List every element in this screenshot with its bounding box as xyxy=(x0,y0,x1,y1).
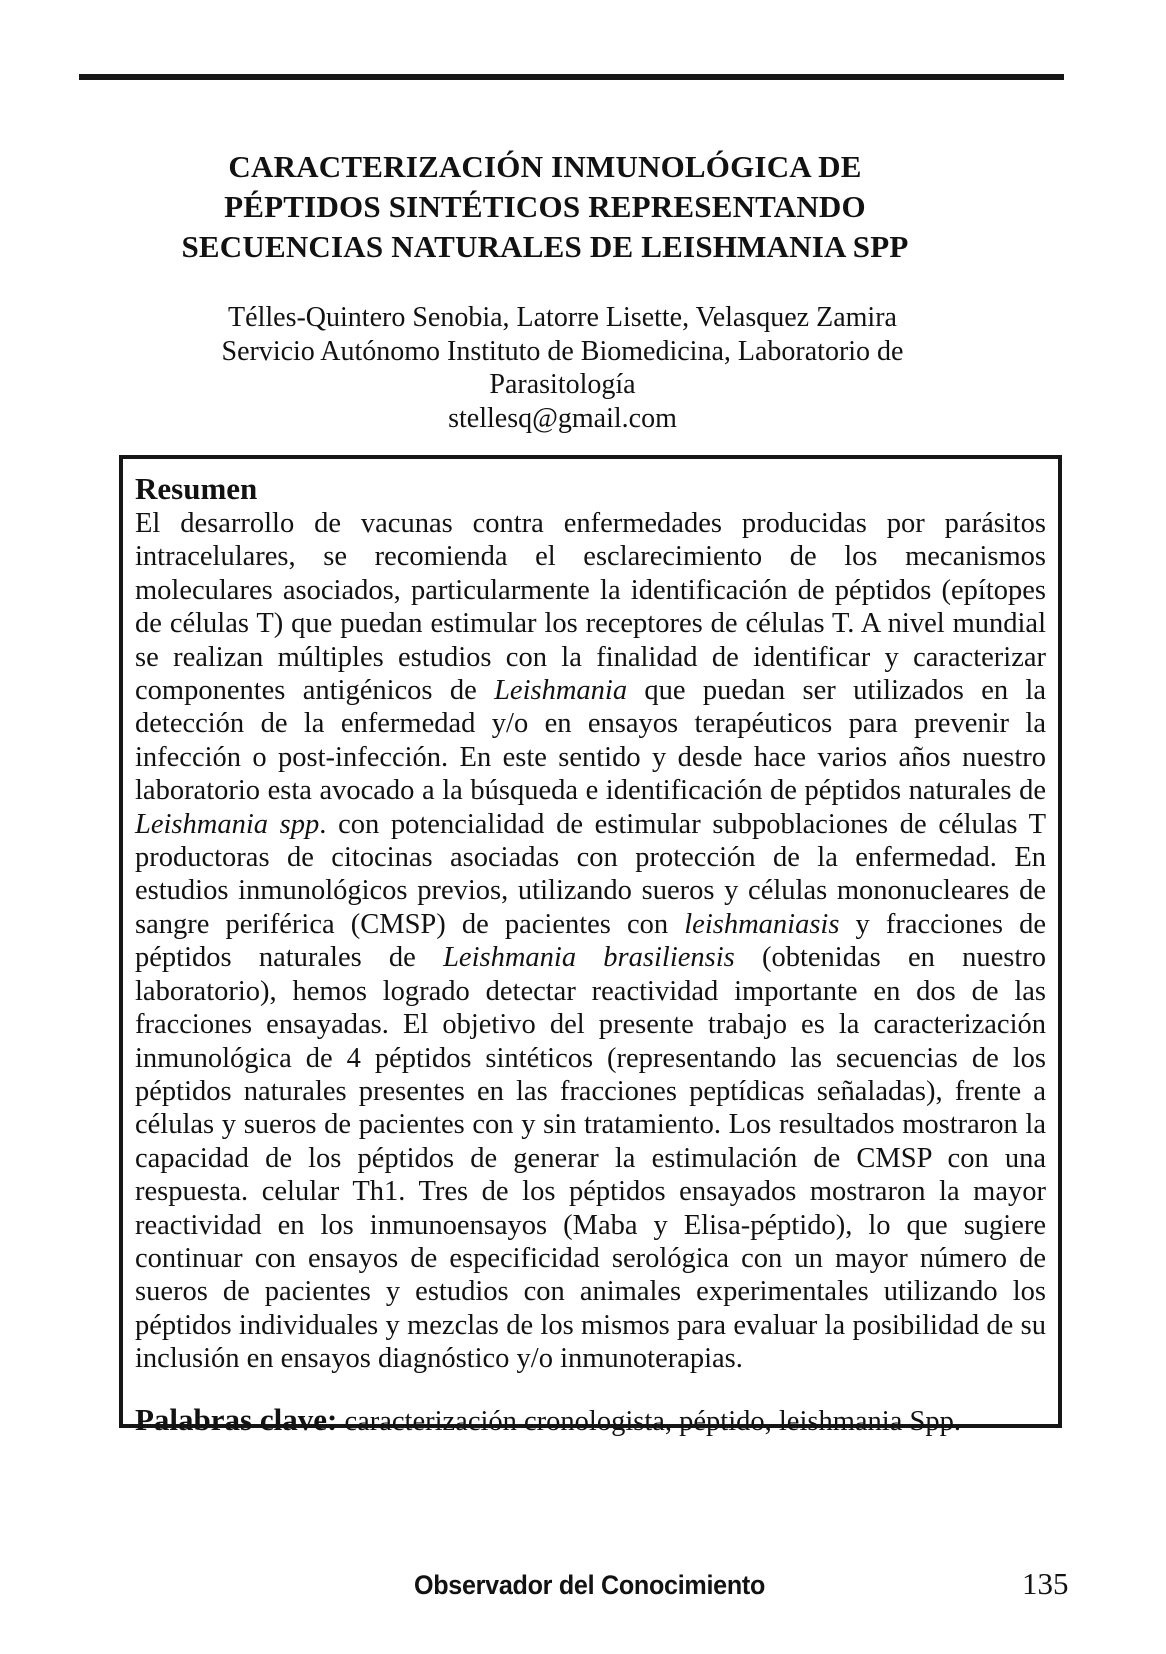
article-title-line-2: PÉPTIDOS SINTÉTICOS REPRESENTANDO xyxy=(224,189,866,224)
author-block xyxy=(0,301,1125,435)
abstract-paragraph: El desarrollo de vacunas contra enfermedades producidas por parásitos intracelulares, se recomienda el esclarecimiento de los mecanismos moleculares asociados, particularmente la identificación de péptidos (epítopes de células T) que puedan estimular los receptores de células T. A nivel mundial se realizan múltiples estudios con la finalidad de identificar y caracterizar componentes antigénicos de Leishmania que puedan ser utilizados en la detección de la enfermedad y/o en ensayos terapéuticos para prevenir la infección o post-infección. En este sentido y desde hace varios años nuestro laboratorio esta avocado a la búsqueda e identificación de péptidos naturales de Leishmania spp. con potencialidad de estimular subpoblaciones de células T productoras de citocinas asociadas con protección de la enfermedad. En estudios inmunológicos previos, utilizando sueros y células mononucleares de sangre periférica (CMSP) de pacientes con leishmaniasis y fracciones de péptidos naturales de Leishmania brasiliensis (obtenidas en nuestro laboratorio), hemos logrado detectar reactividad importante en dos de las fracciones ensayadas. El objetivo del presente trabajo es la caracterización inmunológica de 4 péptidos sintéticos (representando las secuencias de los péptidos naturales presentes en las fracciones peptídicas señaladas), frente a células y sueros de pacientes con y sin tratamiento. Los resultados mostraron la capacidad de los péptidos de generar la estimulación de CMSP con una respuesta. celular Th1. Tres de los péptidos ensayados mostraron la mayor reactividad en los inmunoensayos (Maba y Elisa-péptido), lo que sugiere continuar con ensayos de especificidad serológica con un mayor número de sueros de pacientes y estudios con animales experimentales utilizando los péptidos individuales y mezclas de los mismos para evaluar la posibilidad de su inclusión en ensayos diagnóstico y/o inmunoterapias. xyxy=(135,508,1047,1375)
footer-journal-title: Observador del Conocimiento xyxy=(414,1570,766,1600)
abstract-box xyxy=(119,455,1062,1437)
authors-line: Télles-Quintero Senobia, Latorre Lisette, Velasquez Zamira xyxy=(228,302,897,333)
article-title-line-3: SECUENCIAS NATURALES DE LEISHMANIA SPP xyxy=(181,229,909,264)
top-rule xyxy=(79,74,1064,80)
affiliation-line-2: Parasitología xyxy=(489,369,636,400)
article-title-line-1: CARACTERIZACIÓN INMUNOLÓGICA DE xyxy=(228,149,862,184)
keywords-line xyxy=(135,1403,1046,1439)
keywords-text: caracterización cronologista, péptido, leishmania Spp. xyxy=(344,1405,961,1437)
footer-page-number: 135 xyxy=(1022,1566,1069,1601)
affiliation-line-1: Servicio Autónomo Instituto de Biomedicina, Laboratorio de xyxy=(221,335,904,367)
email-line: stellesq@gmail.com xyxy=(448,402,677,434)
article-title xyxy=(0,147,1090,267)
keywords-label: Palabras clave: xyxy=(135,1401,338,1437)
abstract-heading: Resumen xyxy=(135,471,258,506)
